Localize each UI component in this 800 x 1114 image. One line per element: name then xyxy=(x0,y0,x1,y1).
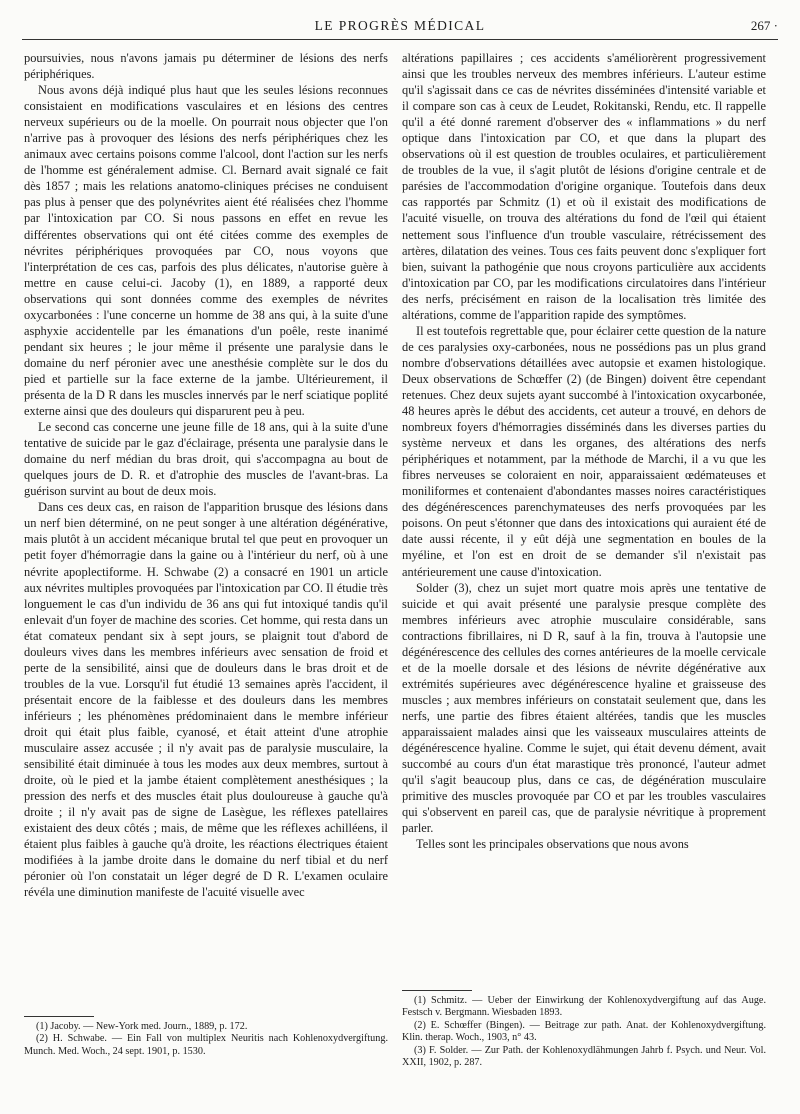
paragraph: Dans ces deux cas, en raison de l'apparition brusque des lésions dans un nerf bien déterminé, on ne peut songer à une altération dégénérative, mais plutôt à un accident mécanique brutal tel que peut en provoquer un petit foyer d'hémorragie dans la gaine ou à l'intérieur du nerf, où à une névrite apoplectiforme. H. Schwabe (2) a consacré en 1901 un article aux névrites multiples provoquées par l'intoxication par CO. Il étudie très longuement le cas d'un individu de 36 ans qui fut intoxiqué tandis qu'il enlevait d'un foyer de machine des scories. Cet homme, qui resta dans un état comateux pendant six à sept jours, se plaignit tout d'abord de douleurs vives dans les membres inférieurs avec sensation de froid et perte de la sensibilité, ainsi que de douleurs dans le bras droit et de troubles de la vue. Lorsqu'il fut étudié 13 semaines après l'accident, il présentait encore de la faiblesse et des douleurs dans les membres inférieurs ; les phénomènes prédominaient dans le membre inférieur droit qui était plus faible, cyanosé, et était atteint d'une atrophie musculaire assez accusée ; il n'y avait pas de paralysie musculaire, la sensibilité était diminuée à tous les modes aux deux membres, surtout à droite, où le pied et la jambe étaient complètement anesthésiques ; la pression des nerfs et des muscles était plus douloureuse à gauche qu'à droite ; il n'y avait pas de signe de Lasègue, les réflexes patellaires existaient des deux côtés ; mais, de même que les réflexes achilléens, il étaient plus faibles à gauche qu'à droite, les réactions électriques étaient modifiées à la jambe droite dans le domaine du nerf tibial et du nerf péronier où l'on constatait un léger degré de D R. L'examen oculaire révéla une diminution manifeste de l'acuité visuelle avec xyxy=(24,500,388,900)
footnotes-right xyxy=(402,990,766,1069)
paragraph: poursuivies, nous n'avons jamais pu déterminer de lésions des nerfs périphériques. xyxy=(24,51,388,82)
paragraph: altérations papillaires ; ces accidents s'améliorèrent progressivement ainsi que les troubles nerveux des membres inférieurs. L'auteur estime qu'il s'agissait dans ce cas de névrites disséminées d'intensité variable et il compare son cas à ceux de Leudet, Rokitanski, Rendu, etc. Il rappelle qu'il a été donné rarement d'observer des « inflammations » du nerf optique dans l'intoxication par CO, et que dans la plupart des observations où il est question de troubles oculaires, et particulièrement de troubles de la vue, il s'agit plutôt de lésions d'origine centrale et de parésies de l'accommodation d'origine organique. Toutefois dans deux cas rapportés par Schmitz (1) et où il existait des modifications de l'acuité visuelle, on trouva des altérations du fond de l'œil qui étaient nettement sous l'influence d'un trouble vasculaire, rétrécissement des artères, dilatation des veines. Tous ces faits peuvent donc s'expliquer fort bien, suivant la pathogénie que nous croyons particulière aux accidents d'intoxication par CO, par les modifications circulatoires dans l'intérieur des nerfs, précisément en raison de la localisation très limitée des altérations, comme de l'apparition rapide des symptômes. xyxy=(402,51,766,322)
running-title: LE PROGRÈS MÉDICAL xyxy=(314,18,486,33)
footnote: (2) E. Schœffer (Bingen). — Beitrage zur path. Anat. der Kohlenoxydvergiftung. Klin. therap. Woch., 1903, n° 43. xyxy=(402,1019,766,1044)
footnote: (1) Schmitz. — Ueber der Einwirkung der Kohlenoxydvergiftung auf das Auge. Festsch v. Bergmann. Wiesbaden 1893. xyxy=(402,995,766,1019)
paragraph: Solder (3), chez un sujet mort quatre mois après une tentative de suicide et qui avait présenté une paralysie presque complète des membres inférieurs avec atrophie musculaire considérable, sans contractions fibrillaires, ni D R, sauf à la fin, trouva à l'autopsie une dégénérescence des cellules des cornes antérieures de la moelle cervicale et de la moelle dorsale et des lésions de névrite dégénérative aux extrémités supérieures avec dégénérescence hyaline et graisseuse des muscles ; aux membres inférieurs on constatait seulement que, dans les nerfs, une partie des fibres étaient altérées, tandis que les muscles apparaissaient malades ainsi que les vaisseaux musculaires atteints de dégénérescence hyaline. Comme le sujet, qui était devenu dément, avait succombé au cours d'un état marastique très prononcé, l'auteur admet qu'il s'agit beaucoup plus, dans ce cas, de dégénération musculaire primitive des muscles provoquée par CO et par les troubles vasculaires qui s'observent en pareil cas, que de paralysie névritique à proprement parler. xyxy=(402,580,766,836)
right-column xyxy=(402,50,766,852)
footnote: (3) F. Solder. — Zur Path. der Kohlenoxydlähmungen Jahrb f. Psych. und Neur. Vol. XXII, 1902, p. 287. xyxy=(402,1044,766,1069)
left-column xyxy=(24,50,388,900)
footnote-rule xyxy=(24,1016,94,1017)
paragraph: Telles sont les principales observations que nous avons xyxy=(416,837,689,852)
page-header xyxy=(22,14,778,40)
footnote-rule xyxy=(402,990,472,991)
page-number: 267 · xyxy=(750,18,778,33)
paragraph: Il est toutefois regrettable que, pour éclairer cette question de la nature de ces paralysies oxy-carbonées, nous ne possédions pas un plus grand nombre d'observations détaillées avec autopsie et examen histologique. Deux observations de Schœffer (2) (de Bingen) doivent être cependant retenues. Chez deux sujets ayant succombé à l'intoxication oxycarbonée, 48 heures après le début des accidents, cet auteur a trouvé, en dehors de nombreux foyers d'hémorragies disséminés dans les diverses parties du système nerveux et dans les organes, des altérations des nerfs périphériques et notamment, par la méthode de Marchi, il a vu que les fibres nerveuses se coloraient en noir, apparaissaient œdémateuses et moniliformes et contenaient d'abondantes masses noires caractéristiques des dégénérescences parenchymateuses des nerfs provoquées par les poisons. On peut s'étonner que dans des intoxications qui auraient été de date aussi récente, il y eût déjà une segmentation en boules de la myéline, et l'on est en droit de se demander s'il n'existait pas antérieurement une cause d'intoxication. xyxy=(402,323,766,579)
footnote: (2) H. Schwabe. — Ein Fall von multiplex Neuritis nach Kohlenoxydvergiftung. Munch. Med. Woch., 24 sept. 1901, p. 1530. xyxy=(24,1033,388,1057)
paragraph: Le second cas concerne une jeune fille de 18 ans, qui à la suite d'une tentative de suicide par le gaz d'éclairage, présenta une paralysie dans le domaine du nerf médian du bras droit, qui s'accompagna au bout de quelques jours de D. R. et d'atrophie des muscles de l'avant-bras. La guérison survint au bout de deux mois. xyxy=(24,420,388,499)
footnote: (1) Jacoby. — New-York med. Journ., 1889, p. 172. xyxy=(36,1021,248,1032)
footnotes-left xyxy=(24,1016,388,1058)
header-rule xyxy=(22,39,778,40)
paragraph: Nous avons déjà indiqué plus haut que les seules lésions reconnues consistaient en modifications vasculaires et en lésions des centres nerveux supérieurs ou de la moelle. On pourrait nous objecter que l'on n'arrive pas à provoquer des lésions des nerfs périphériques chez les animaux avec certains poisons comme l'alcool, dont l'action sur les nerfs de l'homme est généralement admise. Cl. Bernard avait signalé ce fait dès 1857 ; mais les relations anatomo-cliniques précises ne conduisent pas plus à penser que des polynévrites aient été réalisées chez l'homme par l'intoxication par CO. Si nous passons en effet en revue les différentes observations qui ont été citées comme des exemples de névrites périphériques provoquées par CO, nous voyons que l'interprétation de ces cas, parfois des plus délicates, n'autorise guère à mettre en cause celui-ci. Jacoby (1), en 1889, a rapporté deux observations qui sont données comme des exemples de névrites oxycarbonées : l'une concerne un homme de 38 ans qui, à la suite d'une asphyxie accidentelle par les émanations d'un poêle, reste inanimé pendant six heures ; le jour même il présente une paralysie dans le domaine du nerf péronier avec une anesthésie complète sur le dos du pied et partielle sur la face externe de la jambe. Ultérieurement, il présenta de la D R dans les muscles innervés par le nerf sciatique poplité externe ainsi que des douleurs qui disparurent peu à peu. xyxy=(24,83,388,419)
